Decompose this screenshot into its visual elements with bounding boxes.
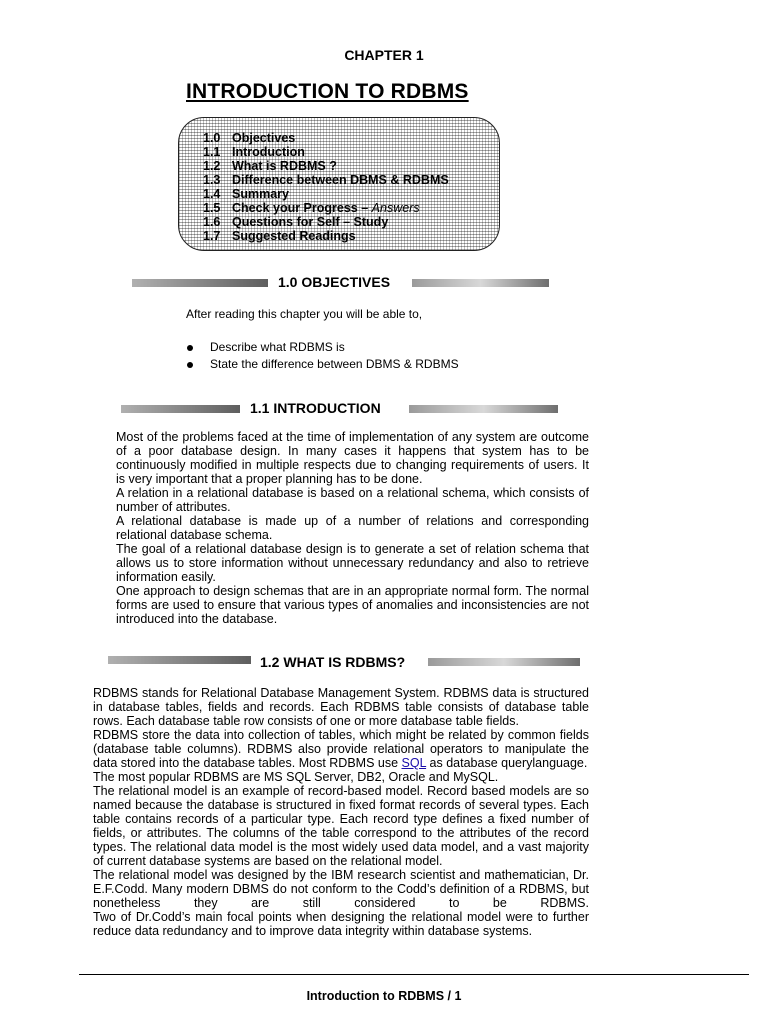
section-divider-bar — [412, 279, 549, 287]
bullet-text: Describe what RDBMS is — [210, 340, 345, 354]
page-footer: Introduction to RDBMS / 1 — [306, 989, 462, 1003]
toc-item-label: Questions for Self – Study — [232, 215, 389, 229]
paragraph: One approach to design schemas that are in an appropriate normal form. The normal forms are used to ensure that various types of anomalies and inconsistencies are not introduced into the database. — [116, 584, 589, 626]
toc-item — [203, 187, 449, 201]
toc-item — [203, 173, 449, 187]
paragraph: A relational database is made up of a number of relations and corresponding relational database schema. — [116, 514, 589, 542]
section-divider-bar — [132, 279, 268, 287]
toc-list — [203, 131, 449, 243]
section-heading-what-is-rdbms: 1.2 WHAT IS RDBMS? — [260, 654, 406, 670]
toc-item-label: Summary — [232, 187, 289, 201]
paragraph: The relational model is an example of record-based model. Record based models are so named because the database is structured in fixed format records of several types. Each table contains records of a particular type. Each record type defines a fixed number of fields, or attributes. The columns of the table correspond to the attributes of the record types. The relational data model is the most widely used data model, and a vast majority of current database systems are based on the relational model. — [93, 784, 589, 868]
toc-item-number: 1.1 — [203, 145, 221, 159]
section-divider-bar — [428, 658, 580, 666]
section-heading-introduction: 1.1 INTRODUCTION — [250, 400, 381, 416]
objectives-intro: After reading this chapter you will be able to, — [186, 307, 423, 321]
toc-item — [203, 229, 449, 243]
section-divider-bar — [121, 405, 240, 413]
toc-item — [203, 201, 449, 215]
objectives-bullet-list — [186, 339, 459, 373]
toc-item-number: 1.4 — [203, 187, 221, 201]
toc-item-label: Introduction — [232, 145, 305, 159]
paragraph: RDBMS stands for Relational Database Management System. RDBMS data is structured in database tables, fields and records. Each RDBMS table consists of database table rows. Each database table row consists of one or more database table fields. — [93, 686, 589, 728]
introduction-body — [116, 430, 589, 626]
chapter-label: CHAPTER 1 — [344, 47, 424, 63]
toc-item-number: 1.7 — [203, 229, 221, 243]
toc-item-number: 1.3 — [203, 173, 221, 187]
paragraph: Most of the problems faced at the time of implementation of any system are outcome of a poor database design. In many cases it happens that system has to be continuously modified in multiple respects due to changing requirements of users. It is very important that a proper planning has to be done. — [116, 430, 589, 486]
toc-item-label: Objectives — [232, 131, 296, 145]
paragraph: The most popular RDBMS are MS SQL Server, DB2, Oracle and MySQL. — [93, 770, 499, 784]
bullet-dot-icon — [187, 345, 193, 351]
toc-item-number: 1.6 — [203, 215, 221, 229]
toc-item — [203, 145, 449, 159]
toc-item-label: Suggested Readings — [232, 229, 356, 243]
section-divider-bar — [409, 405, 558, 413]
section-divider-bar — [108, 656, 251, 664]
toc-item-label-italic: Answers — [371, 201, 420, 215]
toc-item — [203, 159, 449, 173]
toc-item-number: 1.5 — [203, 201, 221, 215]
toc-item-label: What is RDBMS ? — [232, 159, 337, 173]
paragraph-text: RDBMS store the data into collection of tables, which might be related by common fields (database table columns). RDBMS also provide relational operators to manipulate the data stored into the database tables. Most RDBMS use — [93, 728, 589, 770]
sql-link[interactable]: SQL — [401, 756, 427, 770]
toc-item-label: Check your Progress – — [232, 201, 372, 215]
paragraph: The goal of a relational database design is to generate a set of relation schema that allows us to store information without unnecessary redundancy and also to retrieve information easily. — [116, 542, 589, 584]
paragraph: A relation in a relational database is based on a relational schema, which consists of number of attributes. — [116, 486, 589, 514]
toc-item — [203, 131, 449, 145]
paragraph-text: as database querylanguage. — [426, 756, 588, 770]
bullet-dot-icon — [187, 362, 193, 368]
list-item — [186, 356, 459, 373]
list-item — [186, 339, 459, 356]
chapter-title: INTRODUCTION TO RDBMS — [186, 80, 469, 103]
toc-item-number: 1.2 — [203, 159, 221, 173]
what-is-rdbms-body — [93, 686, 589, 938]
bullet-text: State the difference between DBMS & RDBMS — [210, 357, 459, 371]
toc-item — [203, 215, 449, 229]
paragraph: Two of Dr.Codd’s main focal points when designing the relational model were to further reduce data redundancy and to improve data integrity within database systems. — [93, 910, 589, 938]
paragraph: The relational model was designed by the IBM research scientist and mathematician, Dr. E.F.Codd. Many modern DBMS do not conform to the Codd’s definition of a RDBMS, but nonetheless they are still considered to be RDBMS. — [93, 868, 589, 910]
paragraph — [93, 728, 589, 770]
toc-item-number: 1.0 — [203, 131, 221, 145]
section-heading-objectives: 1.0 OBJECTIVES — [278, 274, 391, 290]
footer-divider — [79, 974, 749, 975]
toc-item-label: Difference between DBMS & RDBMS — [232, 173, 449, 187]
